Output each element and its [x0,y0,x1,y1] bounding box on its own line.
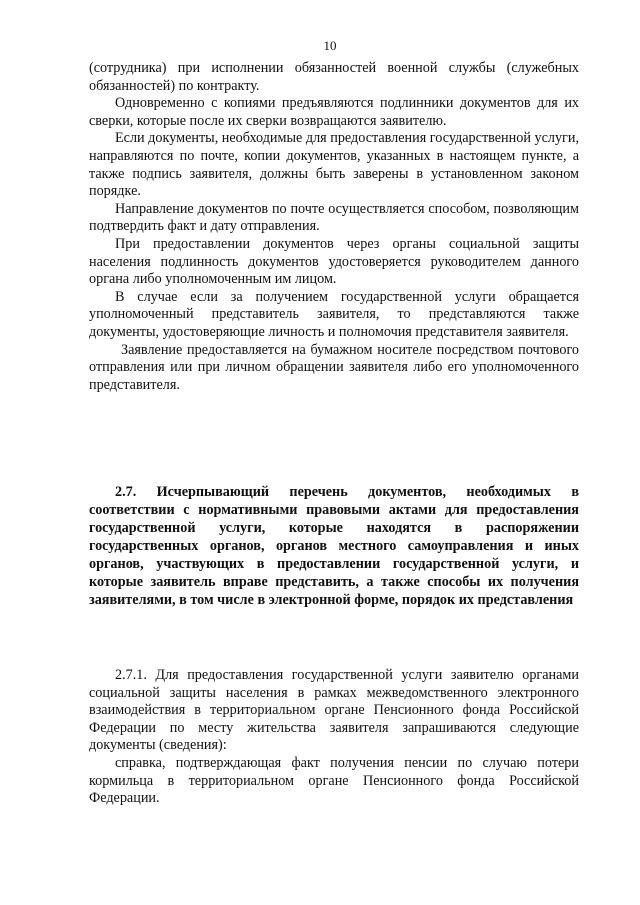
paragraph-application: Заявление предоставляется на бумажном носителе посредством почтового отправления или при личном обращении заявителя либо его уполномоченного представителя. [89,341,579,393]
paragraph-mail-copies: Если документы, необходимые для предоставления государственной услуги, направляются по почте, копии документов, указанных в настоящем пункте, а также подпись заявителя, должны быть заверены в установленном законом порядке. [89,130,579,200]
section-heading-block [89,483,579,609]
section-heading: 2.7. Исчерпывающий перечень документов, необходимых в соответствии с нормативными правовыми актами для предоставления государственной услуги, которые находятся в распоряжении государственных органов, органов местного самоуправления и иных органов, участвующих в предоставлении государственной услуги, и которые заявитель вправе представить, а также способы их получения заявителями, в том числе в электронной форме, порядок их представления [89,484,579,608]
paragraph-originals: Одновременно с копиями предъявляются подлинники документов для их сверки, которые после их сверки возвращаются заявителю. [89,95,579,129]
paragraph-representative: В случае если за получением государственной услуги обращается уполномоченный представитель заявителя, то представляются также документы, удостоверяющие личность и полномочия представителя заявителя. [89,288,579,340]
paragraph-social-protection: При предоставлении документов через органы социальной защиты населения подлинность документов удостоверяется руководителем данного органа либо уполномоченным им лицом. [89,235,579,288]
text-block-top [89,60,579,394]
text-block-bottom [89,667,579,808]
paragraph-2-7-1: 2.7.1. Для предоставления государственной услуги заявителю органами социальной защиты населения в рамках межведомственного электронного взаимодействия в территориальном органе Пенсионного фонда Российской Федерации по месту жительства заявителя запрашиваются следующие документы (сведения): [89,667,579,754]
paragraph-pension-certificate: справка, подтверждающая факт получения пенсии по случаю потери кормильца в территориальном органе Пенсионного фонда Российской Федерации. [89,754,579,807]
paragraph-mail-method: Направление документов по почте осуществляется способом, позволяющим подтвердить факт и дату отправления. [89,200,579,235]
paragraph-service-duties: (сотрудника) при исполнении обязанностей военной службы (служебных обязанностей) по контракту. [89,60,579,94]
page-number: 10 [323,38,337,53]
